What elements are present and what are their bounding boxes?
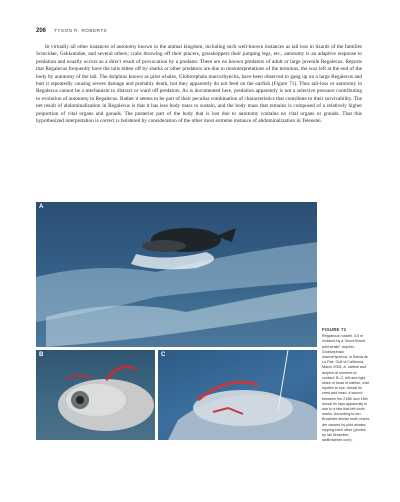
panel-label-c: C bbox=[161, 352, 166, 358]
oarfish-head-left-illustration bbox=[36, 350, 155, 440]
running-head: TYSON R. ROBERTS bbox=[54, 28, 108, 33]
caption-body: Regalecus russelii, 3.5 m mobbed by a "short-finned pilot whale" dolphin, Globicephala macrorhynchus, in Bahía de La Paz, Gulf of California, March 2005. A, oarfish and dolphin at moment of contact; B–C, left and right sides of head of oarfish; note injuries to eye, dorsal fin crest and head. A wound between the 215th and 16th dorsal fin rays apparently is due to a bite that left tooth marks. According to Ian Brownlee similar tooth marks are caused by pilot whales nipping each other (photos by Ian Brownlee, ianBrownlee.com). bbox=[322, 334, 370, 443]
panel-label-a: A bbox=[39, 204, 44, 210]
figure-photo-a bbox=[36, 202, 317, 347]
figure-caption bbox=[322, 327, 370, 443]
page-header bbox=[36, 28, 107, 34]
page-number: 206 bbox=[36, 28, 47, 34]
figure-photo-b bbox=[36, 350, 155, 440]
dolphin-oarfish-illustration bbox=[36, 202, 317, 347]
body-paragraph: In virtually all other instances of autotomy known in the animal kingdom, including such well-known instances as tail loss in lizards of the families Scincidae, Gekkonidae, and several others; crabs throwing off their pincers, grasshoppers their jumping legs, etc., autotomy is an adaptive response to predation and usually occurs as a direct result of provocation by a predator. There are no known predators of adult or large juvenile Regalecus. Reports that Regalecus frequently have the tails bitten off by sharks or other predators are due to misinterpretations of the terminus, the scar left at the end of the body by autotomy of the tail. The dolphins known as pilot whales, Globicephala macrorhyncha, have been observed to gang up on a large Regalecus and butt it repeatedly causing severe damage and probably death, but they apparently do not feed on the oarfish (Figure 71). Thus tail-loss or autotomy in Regalecus cannot be a mechanism to distract or ward off predators. As is documented here, predation apparently is not a selective pressure contributing to evolution of autotomy in Regalecus. Rather it seems to be part of their peculiar combination of characteristics that contribute to their survivability. The net result of abdominalization in Regalecus is that it has less body mass to sustain, and the body mass that remains is composed of a relatively higher proportion of vital organs and gonads. The posterior part of the body that is lost due to autotomy contains no vital organs or gonads. That this hypothesized interpretation is correct is bolstered by consideration of the other most extreme instance of abdominalization in Teleostei. bbox=[36, 44, 362, 125]
caption-title: FIGURE 71 bbox=[322, 327, 347, 332]
oarfish-head-right-illustration bbox=[158, 350, 317, 440]
figure-photo-c bbox=[158, 350, 317, 440]
panel-label-b: B bbox=[39, 352, 44, 358]
